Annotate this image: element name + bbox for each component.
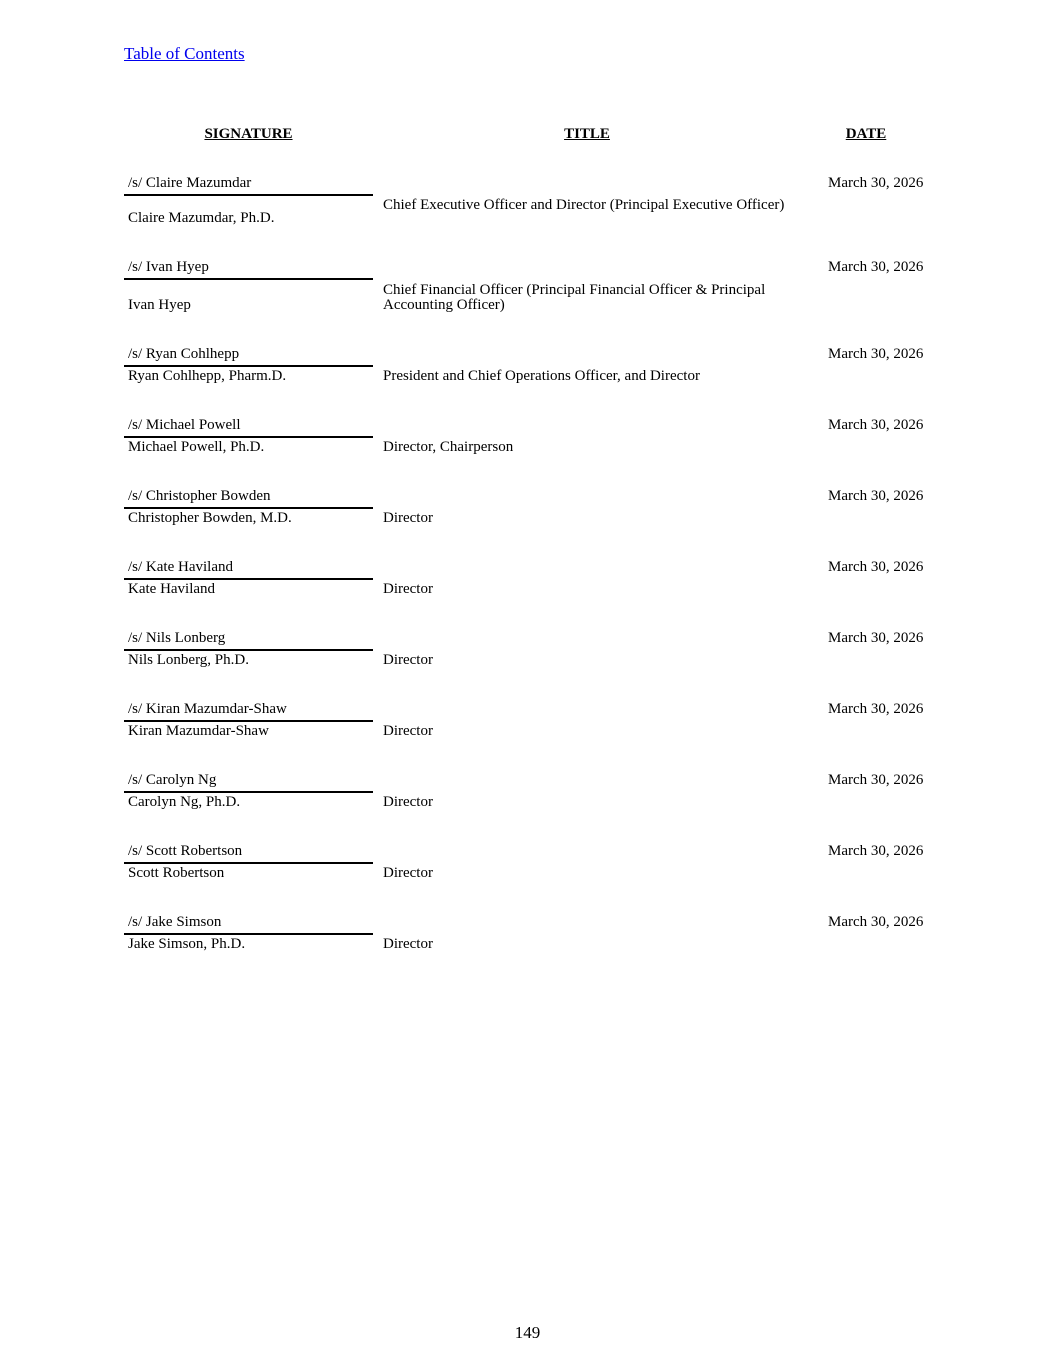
- signature-date: March 30, 2026: [828, 701, 924, 717]
- signature-text: /s/ Christopher Bowden: [128, 488, 271, 504]
- printed-name: Scott Robertson: [128, 865, 225, 881]
- signature-date: March 30, 2026: [828, 175, 924, 191]
- officer-title: President and Chief Operations Officer, and Director: [383, 368, 700, 384]
- signature-text: /s/ Jake Simson: [128, 914, 222, 930]
- signature-date: March 30, 2026: [828, 772, 924, 788]
- signature-line: [124, 278, 373, 280]
- printed-name: Nils Lonberg, Ph.D.: [128, 652, 249, 668]
- signature-date: March 30, 2026: [828, 914, 924, 930]
- signature-line: [124, 436, 373, 438]
- printed-name: Kiran Mazumdar-Shaw: [128, 723, 269, 739]
- printed-name: Jake Simson, Ph.D.: [128, 936, 246, 952]
- signature-line: [124, 933, 373, 935]
- signature-text: /s/ Michael Powell: [128, 417, 241, 433]
- officer-title: Director: [383, 794, 433, 810]
- signature-text: /s/ Carolyn Ng: [128, 772, 217, 788]
- signature-date: March 30, 2026: [828, 346, 924, 362]
- signature-date: March 30, 2026: [828, 843, 924, 859]
- column-header-signature: SIGNATURE: [204, 126, 293, 142]
- signature-line: [124, 194, 373, 196]
- signature-date: March 30, 2026: [828, 559, 924, 575]
- officer-title: Director: [383, 936, 433, 952]
- signature-date: March 30, 2026: [828, 417, 924, 433]
- printed-name: Kate Haviland: [128, 581, 216, 597]
- printed-name: Ryan Cohlhepp, Pharm.D.: [128, 368, 287, 384]
- printed-name: Michael Powell, Ph.D.: [128, 439, 265, 455]
- signature-text: /s/ Ryan Cohlhepp: [128, 346, 240, 362]
- signature-line: [124, 862, 373, 864]
- signature-text: /s/ Ivan Hyep: [128, 259, 209, 275]
- officer-title: Chief Executive Officer and Director (Principal Executive Officer): [383, 197, 785, 213]
- column-header-title: TITLE: [564, 126, 610, 142]
- signature-text: /s/ Claire Mazumdar: [128, 175, 252, 191]
- signature-line: [124, 791, 373, 793]
- table-of-contents-link[interactable]: Table of Contents: [124, 44, 245, 63]
- printed-name: Christopher Bowden, M.D.: [128, 510, 292, 526]
- signature-text: /s/ Kate Haviland: [128, 559, 233, 575]
- signature-line: [124, 578, 373, 580]
- signature-date: March 30, 2026: [828, 259, 924, 275]
- signature-date: March 30, 2026: [828, 630, 924, 646]
- officer-title: Director: [383, 652, 433, 668]
- printed-name: Claire Mazumdar, Ph.D.: [128, 210, 275, 226]
- signature-text: /s/ Scott Robertson: [128, 843, 243, 859]
- officer-title: Director: [383, 510, 433, 526]
- signature-line: [124, 649, 373, 651]
- signature-text: /s/ Nils Lonberg: [128, 630, 226, 646]
- printed-name: Ivan Hyep: [128, 297, 191, 313]
- printed-name: Carolyn Ng, Ph.D.: [128, 794, 241, 810]
- column-header-date: DATE: [845, 126, 887, 142]
- signature-date: March 30, 2026: [828, 488, 924, 504]
- signature-line: [124, 507, 373, 509]
- officer-title: Chief Financial Officer (Principal Financial Officer & Principal Accounting Officer): [383, 282, 766, 313]
- page-number: 149: [514, 1323, 541, 1342]
- officer-title: Director: [383, 581, 433, 597]
- signature-line: [124, 720, 373, 722]
- officer-title: Director: [383, 865, 433, 881]
- signature-line: [124, 365, 373, 367]
- signature-text: /s/ Kiran Mazumdar-Shaw: [128, 701, 287, 717]
- officer-title: Director, Chairperson: [383, 439, 514, 455]
- officer-title: Director: [383, 723, 433, 739]
